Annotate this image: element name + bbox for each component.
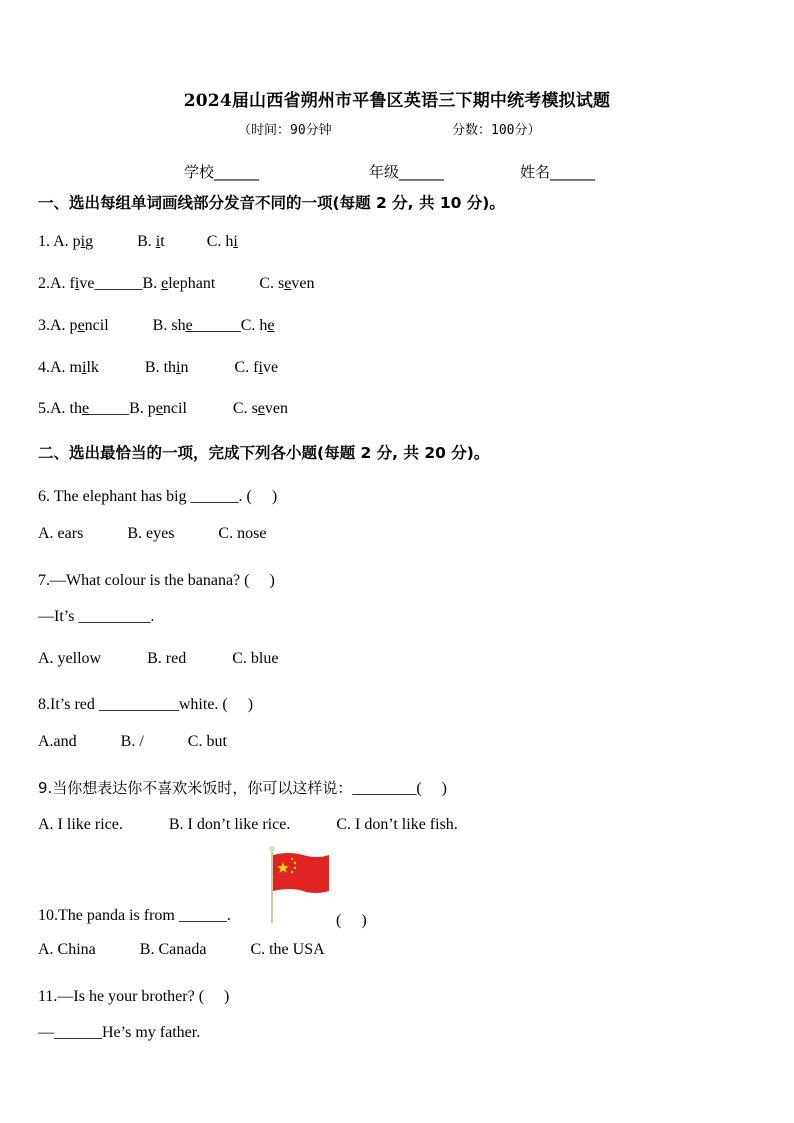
question-6: 6. The elephant has big ______. ( ) xyxy=(38,488,278,505)
question-11: 11.—Is he your brother? ( ) xyxy=(38,988,230,1005)
grade-field: 年级______ xyxy=(369,163,445,181)
question-4: 4.A. milk B. thin C. five xyxy=(38,359,279,376)
section1-heading: 一、选出每组单词画线部分发音不同的一项(每题 2 分, 共 10 分)。 xyxy=(38,194,505,212)
question-2: 2.A. five______B. elephant C. seven xyxy=(38,275,315,292)
china-flag-icon xyxy=(269,845,331,923)
question-3: 3.A. pencil B. she______C. he xyxy=(38,317,275,334)
question-10: 10.The panda is from ______. xyxy=(38,907,231,924)
question-8-options: A.and B. / C. but xyxy=(38,733,227,750)
question-7-options: A. yellow B. red C. blue xyxy=(38,650,279,667)
question-7: 7.—What colour is the banana? ( ) xyxy=(38,572,275,589)
question-9: 9.当你想表达你不喜欢米饭时，你可以这样说：________( ) xyxy=(38,779,447,797)
section2-heading: 二、选出最恰当的一项，完成下列各小题(每题 2 分, 共 20 分)。 xyxy=(38,444,490,462)
exam-time: （时间：90分钟 xyxy=(238,123,332,138)
question-5: 5.A. the_____B. pencil C. seven xyxy=(38,400,289,417)
question-8: 8.It’s red __________white. ( ) xyxy=(38,696,254,713)
exam-score: 分数：100分） xyxy=(452,123,541,138)
school-field: 学校______ xyxy=(184,163,260,181)
page-title: 2024届山西省朔州市平鲁区英语三下期中统考模拟试题 xyxy=(183,91,611,111)
question-11-answer: —______He’s my father. xyxy=(38,1024,201,1041)
question-9-options: A. I like rice. B. I don’t like rice. C. I don’t like fish. xyxy=(38,816,458,833)
name-field: 姓名______ xyxy=(520,163,596,181)
question-6-options: A. ears B. eyes C. nose xyxy=(38,525,267,542)
question-10-options: A. China B. Canada C. the USA xyxy=(38,941,325,958)
question-1: 1. A. pig B. it C. hi xyxy=(38,233,238,250)
question-10-paren: ( ) xyxy=(336,912,367,929)
question-7-answer: —It’s _________. xyxy=(38,608,155,625)
